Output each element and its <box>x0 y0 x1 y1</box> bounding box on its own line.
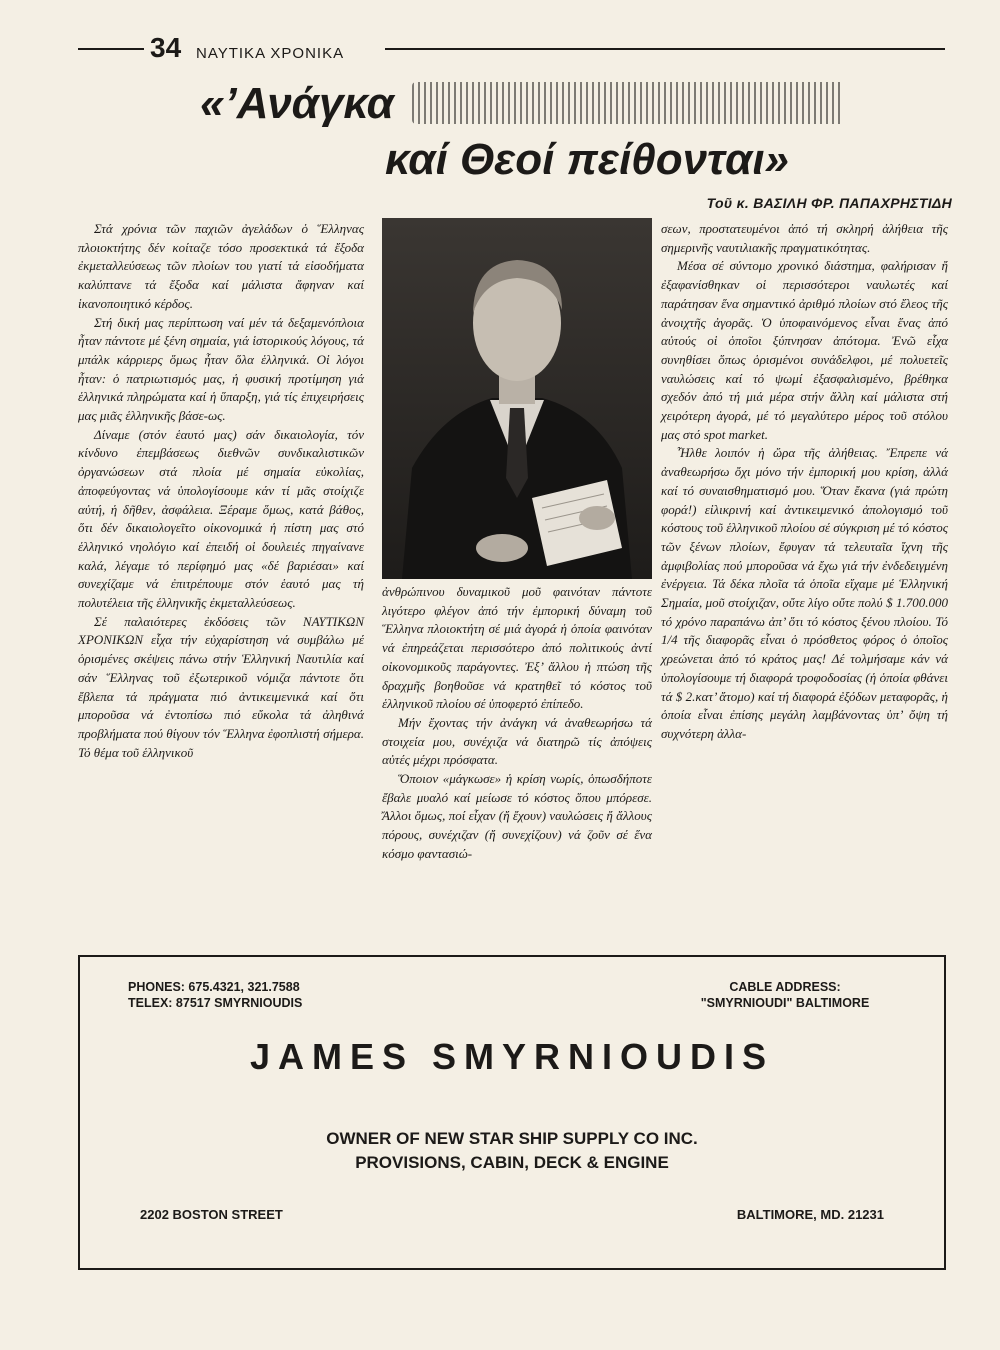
portrait-illustration <box>382 218 652 579</box>
byline: Τοῦ κ. ΒΑΣΙΛΗ ΦΡ. ΠΑΠΑΧΡΗΣΤΙΔΗ <box>706 195 952 211</box>
paragraph: Στά χρόνια τῶν παχιῶν ἀγελάδων ὁ Ἕλληνας πλοιοκτήτης δέν κοίταζε τόσο προσεκτικά τά ἔξοδα ἐκμεταλλεύσεως τῶν πλοίων του γιατί τά εἰσοδήματα καλύπτανε τά ἔξοδα καί μάλιστα ἄφηναν καί ἱκανοποιητικό κέρδος. <box>78 221 364 311</box>
ad-cable-label: CABLE ADDRESS: <box>729 980 841 994</box>
article-title-line-1: «’Ανάγκα <box>200 79 394 128</box>
ad-city-address: BALTIMORE, MD. 21231 <box>736 1207 884 1222</box>
paragraph: Ἦλθε λοιπόν ἡ ὥρα τῆς ἀλήθειας. Ἔπρεπε νά ἀναθεωρήσω ὄχι μόνο τήν ἐμπορική μου κρίση, ἀλλά καί τό συναισθηματισμό μου. Ὅταν ἔκανα (γιά πρώτη φορά!) εἰλικρινή καί ἀντικειμενικό ἀπολογισμό τοῦ κόστους τοῦ ἑλληνικοῦ πλοίου σέ σύγκριση μέ τό κόστος τῶν ξένων πλοίων, ἔφυγαν τά τελευταῖα ἴχνη τῆς ἀμφιβολίας πού μποροῦσα νά ἔχω γιά τήν ἐνδεδειγμένη ἐνέργεια. Τά δέκα πλοῖα τά ὁποῖα εἴχαμε μέ Ἑλληνική Σημαία, μοῦ στοίχιζαν, οὔτε λίγο οὔτε πολύ $ 1.700.000 τό χρόνο παραπάνω ἀπ’ ὅτι τό κόστος ξένου πλοίου. Τό 1/4 τῆς διαφορᾶς εἶναι ὁ πρόσθετος φόρος ὁ ὁποῖος χρεώνεται ἀπό τό κράτος μας! Δέ τολμήσαμε κάν νά ὑπολογίσουμε τή διαφορά τροφοδοσίας (ἡ ὁποία φθάνει τά $ 2.κατ’ ἄτομο) καί τή διαφορά ἐξόδων μεταφορᾶς, ἡ ὁποία εἶναι ἐπίσης μεγάλη λαμβάνοντας ὑπ’ ὄψη τή συχνότερη ἀλλα- <box>661 445 948 741</box>
paragraph: Σέ παλαιότερες ἐκδόσεις τῶν ΝΑΥΤΙΚΩΝ ΧΡΟΝΙΚΩΝ εἶχα τήν εὐχαρίστηση νά συμβάλω μέ ὁρισμένες σκέψεις πάνω στήν Ἑλληνική Ναυτιλία καί σάν Ἕλληνας τοῦ ἐξωτερικοῦ νόμιζα πάντοτε ὅτι ἔβλεπα τά πράγματα πιό ἀντικειμενικά καί ὅτι μποροῦσα νά ἐντοπίσω πιό εὔκολα τά ἀληθινά προβλήματα πού θίγουν τόν Ἕλληνα ἐφοπλιστή σήμερα. Τό θέμα τοῦ ἑλληνικοῦ <box>78 613 364 760</box>
title-decoration <box>412 82 844 124</box>
header-rule-left <box>78 48 144 50</box>
article-column-1 <box>78 220 364 762</box>
ad-cable-value: "SMYRNIOUDI" BALTIMORE <box>700 996 870 1010</box>
ad-company-name: JAMES SMYRNIOUDIS <box>249 1036 775 1077</box>
paragraph: Ὅποιον «μάγκωσε» ἡ κρίση νωρίς, ὁπωσδήποτε ἔβαλε μυαλό καί μείωσε τό κόστος ὅπου μπόρεσε. Ἄλλοι ὅμως, ποί εἶχαν (ἤ ἔχουν) ναυλώσεις ἤ ἄλλους πόρους, συνέχιζαν (ἤ συνεχίζουν) νά ζοῦν σέ ἕνα κόσμο φαντασιώ- <box>382 771 652 861</box>
paragraph: Μήν ἔχοντας τήν ἀνάγκη νά ἀναθεωρήσω τά στοιχεία μου, συνέχιζα νά διατηρῶ τίς ἀπόψεις αὐτές μέχρι πρόσφατα. <box>382 714 652 768</box>
article-column-3 <box>661 220 948 744</box>
author-photo <box>382 218 652 579</box>
paragraph: σεων, προστατευμένοι ἀπό τή σκληρή ἀλήθεια τῆς σημερινῆς ναυτιλιακῆς πραγματικότητας. <box>661 221 948 255</box>
magazine-name: ΝΑΥΤΙΚΑ ΧΡΟΝΙΚΑ <box>196 45 345 62</box>
ad-phones: PHONES: 675.4321, 321.7588 <box>128 980 300 994</box>
advertisement-box <box>78 955 946 1270</box>
ad-cable-address <box>700 979 870 1011</box>
ad-services-line: PROVISIONS, CABIN, DECK & ENGINE <box>355 1153 669 1172</box>
paragraph: ἀνθρώπινου δυναμικοῦ μοῦ φαινόταν πάντοτε λιγότερο φλέγον ἀπό τήν ἐμπορική δύναμη τοῦ Ἕλληνα πλοιοκτήτη σέ μιά ἀγορά ἡ ὁποία φαινόταν νά ἐπηρεάζεται περισσότερο ἀπό πολιτικούς ἀντί οἰκονομικοῦς παράγοντες. Ἐξ’ ἄλλου ἡ πτώση τῆς δραχμῆς βοηθοῦσε νά κρατηθεῖ τό κόστος τοῦ ἑλληνικοῦ πλοίου σέ ὑποφερτό ἐπίπεδο. <box>382 584 652 712</box>
page-number: 34 <box>150 32 182 63</box>
ad-street-address: 2202 BOSTON STREET <box>140 1207 283 1222</box>
ad-contact-info <box>128 979 302 1011</box>
article-column-2 <box>382 583 652 864</box>
ad-telex: TELEX: 87517 SMYRNIOUDIS <box>128 996 303 1010</box>
paragraph: Δίναμε (στόν ἑαυτό μας) σάν δικαιολογία, τόν κίνδυνο ἐπεμβάσεως διεθνῶν συνδικαλιστικῶν ὀργανώσεων στά πλοία μέ σημαία εὐκολίας, ἀποφεύγοντας νά ὑπολογίσουμε κάν τί μᾶς στοίχιζε αὐτή, ἡ δῆθεν, ἀσφάλεια. Ξέραμε ὅμως, κατά βάθος, ὅτι δέν δικαιολογεῖτο οἰκονομικά ἡ πίστη μας στό ἑλληνικό νηολόγιο καί ἐπειδή οἱ δουλειές πηγαίνανε καλά, λέγαμε τό περίφημό μας «δέ βαριέσαι» καί συνεχίζαμε νά ἐπιτρέπουμε στόν ἑαυτό μας τή πολυτέλεια τῆς ἑλληνικῆς ἐκμεταλλεύσεως. <box>78 426 364 611</box>
paragraph: Μέσα σέ σύντομο χρονικό διάστημα, φαλήρισαν ἤ ἐξαφανίσθηκαν οἱ περισσότεροι ναυλωτές καί παράτησαν ἕνα σημαντικό ἀριθμό πλοίων στό ἔλεος τῆς ἀνοιχτῆς ἀγορᾶς. Ὁ ὑποφαινόμενος εἶναι ἕνας ἀπό αὐτούς οἱ ὁποῖοι ξύπνησαν ἀπότομα. Ἐνῶ εἶχα συνηθίσει ὅπως ὁρισμένοι συνάδελφοι, μέ πολυετεῖς ναυλώσεις καί τό ψωμί ἐξασφαλισμένο, βρέθηκα σχεδόν ἀπό τή μιά μέρα στήν ἄλλη καί μάλιστα στή χειρότερη ἀγορά, μέ τό μεγαλύτερο μέρος τοῦ στόλου μας στό spot market. <box>661 258 948 442</box>
ad-description <box>80 1127 944 1175</box>
ad-owner-line: OWNER OF NEW STAR SHIP SUPPLY CO INC. <box>326 1129 698 1148</box>
paragraph: Στή δική μας περίπτωση ναί μέν τά δεξαμενόπλοια ἦταν πάντοτε μέ ξένη σημαία, γιά ἱστορικούς λόγους, τά μπάλκ κάρριερς ὅμως ἦταν ὅλα ἑλληνικά. Οἱ λόγοι ἦταν: ὁ πατριωτισμός μας, ἡ φυσική προτίμηση γιά ἑλληνικά πληρώματα καί ἡ ὕπαρξη, γιά τίς ἐπιχειρήσεις μας μιᾶς ἑλληνικῆς βάσε-ως. <box>78 314 364 424</box>
header-rule-right <box>385 48 945 50</box>
article-title-line-2: καί Θεοί πείθονται» <box>385 135 790 184</box>
